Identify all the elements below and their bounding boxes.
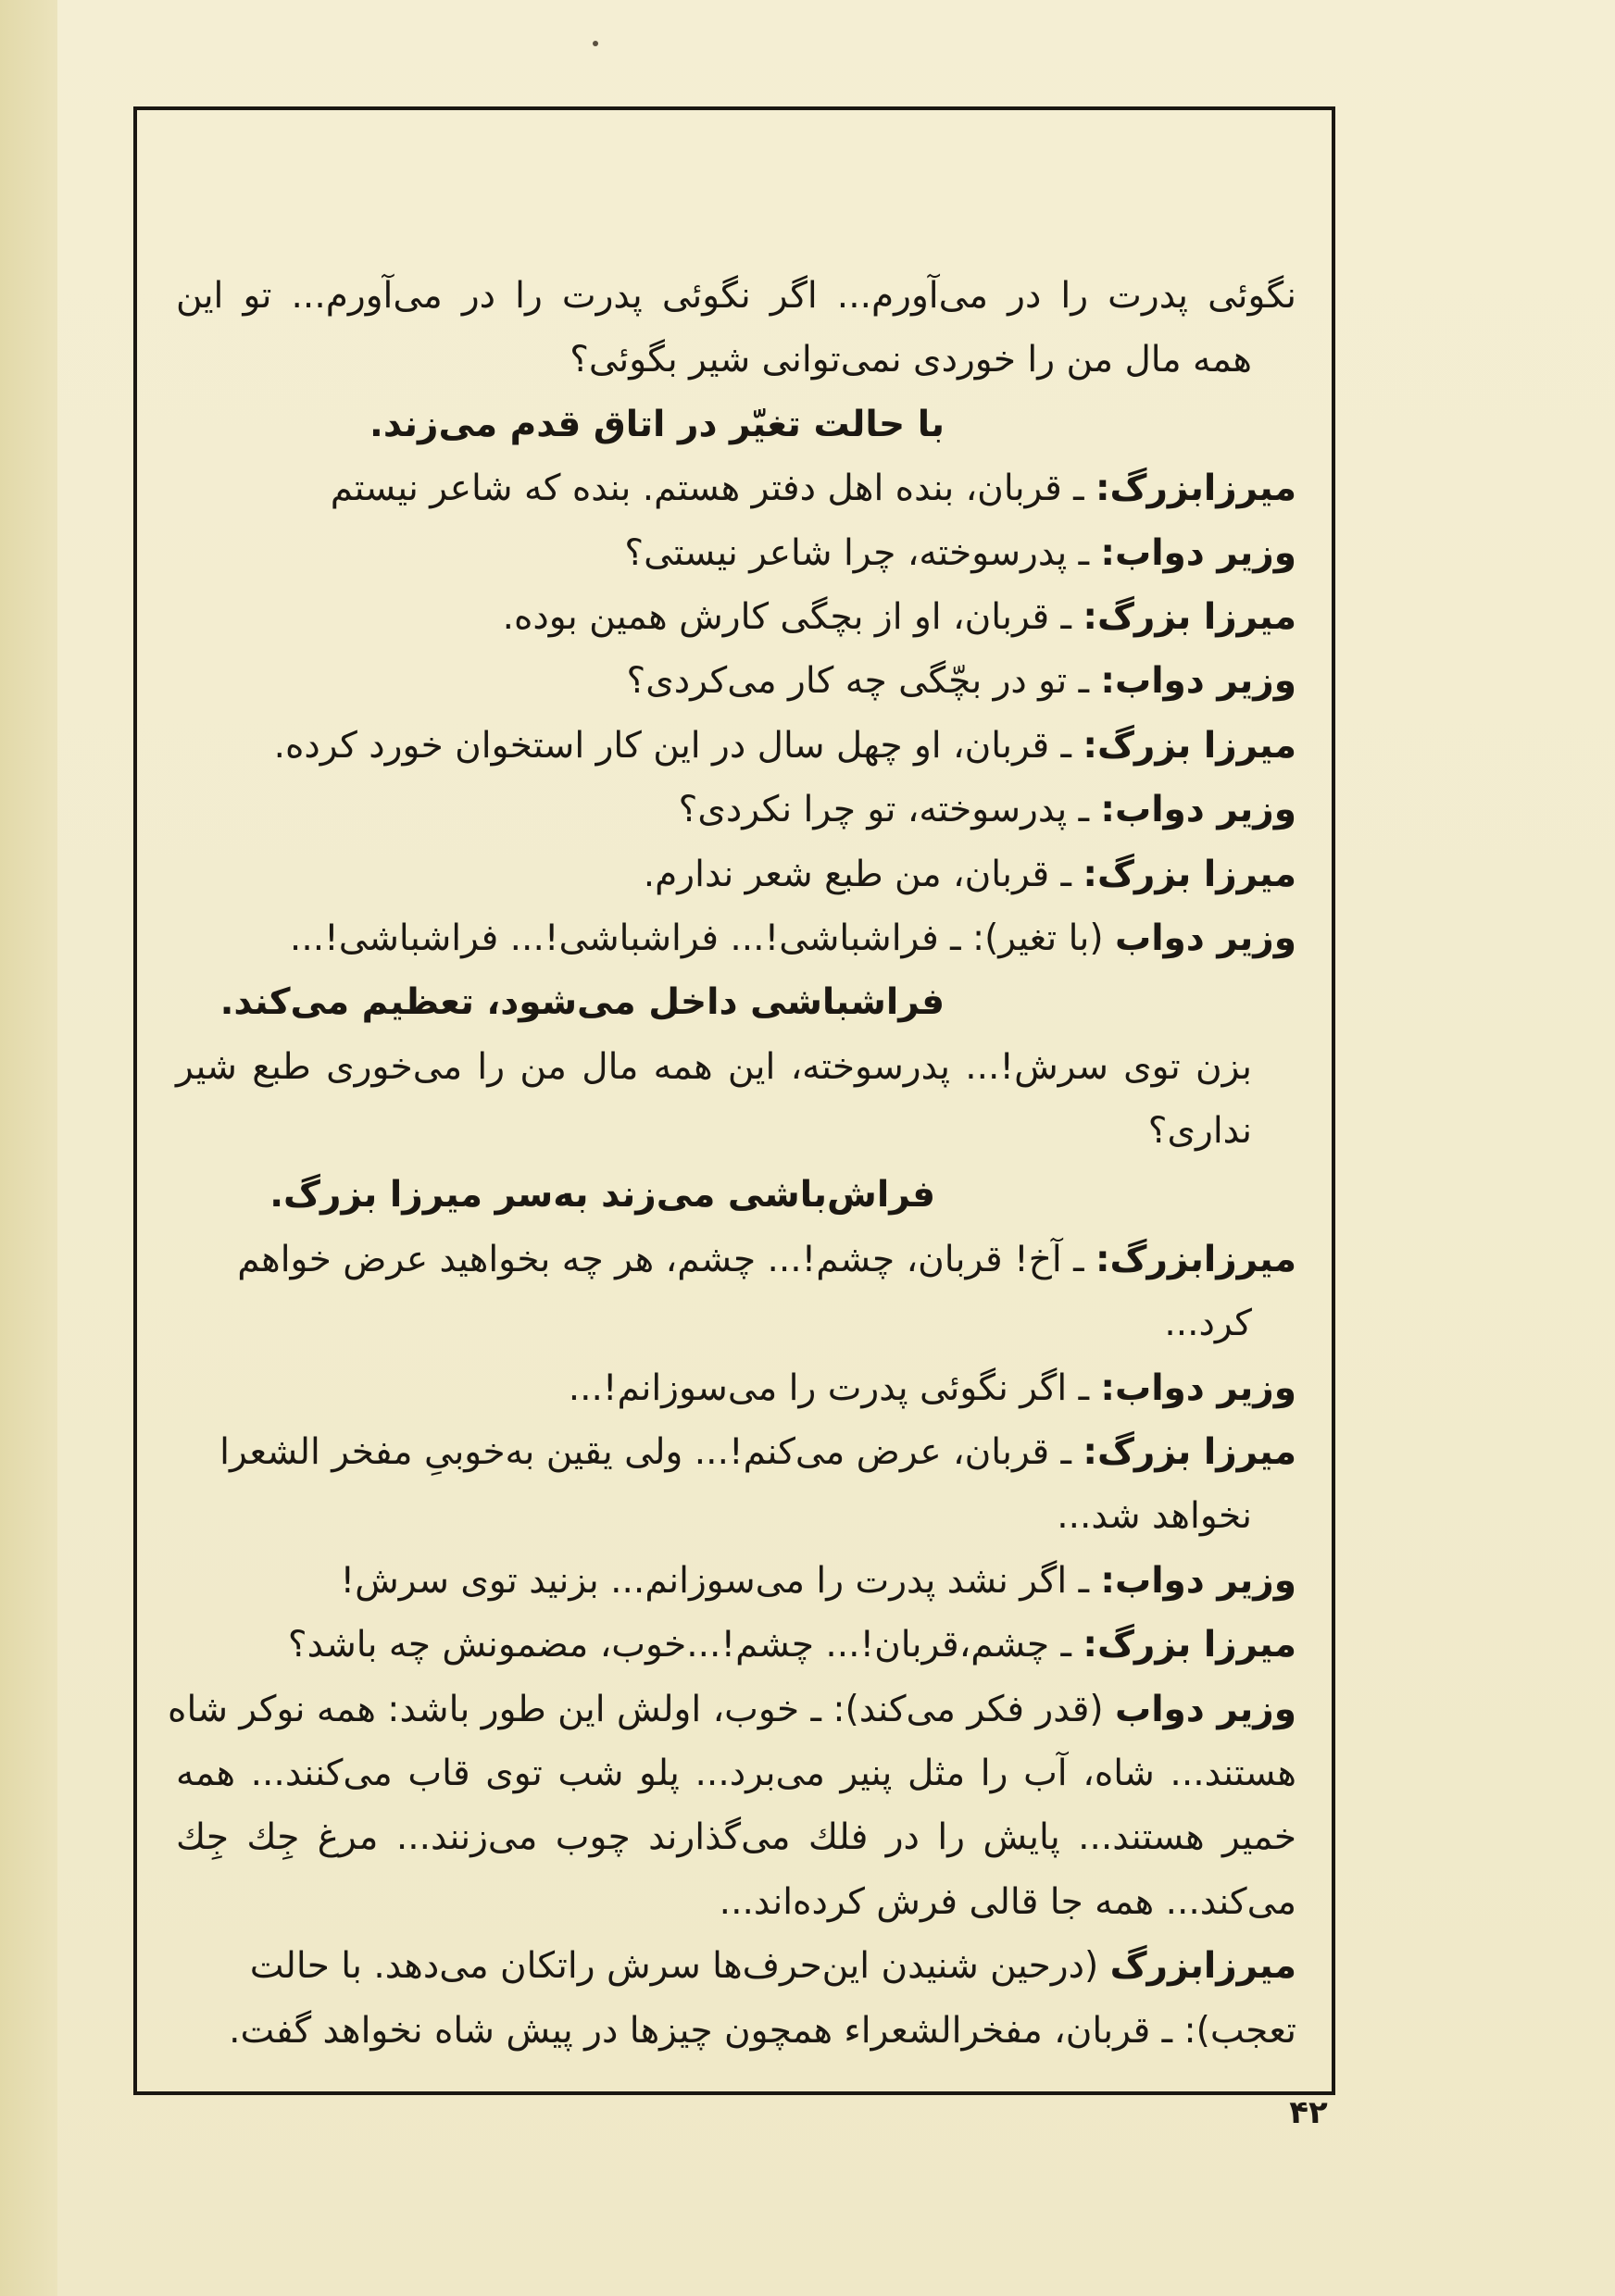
dialogue-line: میرزا بزرگ: ـ قربان، عرض می‌کنم!... ولی یقین به‌خوبیِ مفخر الشعرا [219,1431,1296,1474]
dialogue-line: وزیر دواب (با تغیر): ـ فراشباشی!... فراشباشی!... فراشباشی!... [289,917,1296,959]
dialogue-line: میرزابزرگ: ـ آخ! قربان، چشم!... چشم، هر چه بخواهید عرض خواهم [237,1238,1296,1280]
speaker-name: وزیر دواب [1115,1688,1296,1730]
dialogue-line: میرزابزرگ: ـ قربان، بنده اهل دفتر هستم. بنده که شاعر نیستم [330,468,1296,510]
stage-direction: با حالت تغیّر در اتاق قدم می‌زند. [369,403,945,445]
dialogue-line: وزیر دواب: ـ پدرسوخته، چرا شاعر نیستی؟ [624,531,1296,574]
text-line: نخواهد شد... [1057,1495,1252,1538]
text-line: بزن توی سرش!... پدرسوخته، این همه مال من را می‌خوری طبع شیر [176,1045,1252,1088]
speaker-name: وزیر دواب: [1100,531,1296,574]
dialogue-line: میرزا بزرگ: ـ قربان، او چهل سال در این کار استخوان خورد کرده. [273,724,1296,767]
dialogue-line: میرزا بزرگ: ـ چشم،قربان!... چشم!...خوب، مضمونش چه باشد؟ [287,1624,1296,1666]
dialogue-line: وزیر دواب: ـ اگر نشد پدرت را می‌سوزانم... بزنید توی سرش! [340,1559,1296,1602]
speaker-name: میرزا بزرگ: [1083,724,1296,767]
speaker-name: میرزا بزرگ: [1083,853,1296,895]
text-line: خمیر هستند... پایش را در فلك می‌گذارند چوب می‌زنند... مرغ جِك جِك [176,1816,1296,1859]
dialogue-line: وزیر دواب: ـ پدرسوخته، تو چرا نکردی؟ [678,789,1296,831]
ink-speck [593,41,598,46]
text-line: نداری؟ [1147,1110,1252,1153]
stage-direction: فراش‌باشی می‌زند به‌سر میرزا بزرگ. [269,1174,935,1217]
play-text [168,264,1296,2063]
speaker-name: میرزا بزرگ: [1083,595,1296,638]
dialogue-line: میرزا بزرگ: ـ قربان، من طبع شعر ندارم. [643,853,1296,895]
speaker-name: وزیر دواب: [1100,660,1296,703]
dialogue-line: وزیر دواب: ـ تو در بچّگی چه کار می‌کردی؟ [626,660,1296,703]
page-number: ۴۲ [1289,2094,1328,2131]
speaker-name: وزیر دواب: [1100,789,1296,831]
scan-edge [0,0,57,2296]
text-line: تعجب): ـ قربان، مفخرالشعراء همچون چیزها در پیش شاه نخواهد گفت. [229,2009,1296,2052]
speaker-name: وزیر دواب: [1100,1559,1296,1602]
speaker-name: میرزابزرگ: [1095,468,1296,510]
text-line: نگوئی پدرت را در می‌آورم... اگر نگوئی پدرت را در می‌آورم... تو این [176,275,1296,317]
speaker-name: میرزا بزرگ: [1083,1431,1296,1474]
dialogue-line: میرزابزرگ (درحین شنیدن این‌حرف‌ها سرش راتکان می‌دهد. با حالت [249,1945,1296,1988]
stage-direction: فراشباشی داخل می‌شود، تعظیم می‌کند. [219,981,945,1024]
text-line: می‌کند... همه جا قالی فرش کرده‌اند... [719,1880,1296,1923]
dialogue-line: وزیر دواب (قدر فکر می‌کند): ـ خوب، اولش این طور باشد: همه نوکر شاه [168,1688,1296,1730]
text-line: همه مال من را خوردی نمی‌توانی شیر بگوئی؟ [570,339,1252,381]
dialogue-line: وزیر دواب: ـ اگر نگوئی پدرت را می‌سوزانم!... [568,1366,1296,1409]
text-line: هستند... شاه، آب را مثل پنیر می‌برد... پلو شب توی قاب می‌کنند... همه [176,1752,1296,1794]
text-line: کرد... [1164,1303,1252,1345]
speaker-name: وزیر دواب: [1100,1366,1296,1409]
speaker-name: میرزابزرگ [1109,1945,1296,1988]
speaker-name: وزیر دواب [1115,917,1296,959]
speaker-name: میرزابزرگ: [1095,1238,1296,1280]
speaker-name: میرزا بزرگ: [1083,1624,1296,1666]
dialogue-line: میرزا بزرگ: ـ قربان، او از بچگی کارش همین بوده. [502,595,1296,638]
